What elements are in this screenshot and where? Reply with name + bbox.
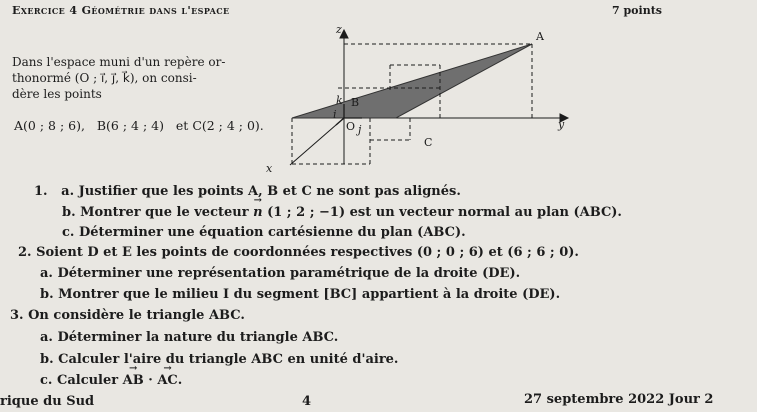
- question-1a-letter: a.: [61, 184, 75, 199]
- point-c-coords: C(2 ; 4 ; 0).: [192, 118, 264, 133]
- label-x: x: [266, 162, 273, 175]
- question-3-number: 3.: [10, 308, 24, 323]
- question-3a-text: Déterminer la nature du triangle ABC.: [57, 330, 339, 345]
- label-b: B: [351, 96, 360, 109]
- question-2: [18, 245, 579, 260]
- label-a: A: [536, 30, 544, 43]
- label-o: O: [346, 120, 356, 133]
- dot-product-sign: ·: [148, 373, 153, 388]
- question-1b-post: (1 ; 2 ; −1) est un vecteur normal au plan (ABC).: [267, 205, 622, 220]
- label-c: C: [424, 136, 433, 149]
- question-2b-text: Montrer que le milieu I du segment [BC] appartient à la droite (DE).: [58, 287, 561, 302]
- question-2b-letter: b.: [40, 287, 54, 302]
- label-y: y: [558, 118, 565, 131]
- intro-line-1: Dans l'espace muni d'un repère or-: [12, 55, 226, 69]
- question-2a-text: Déterminer une représentation paramétrique de la droite (DE).: [57, 266, 521, 281]
- vector-ac: → AC: [157, 373, 177, 388]
- question-3c-post: .: [177, 373, 183, 388]
- question-1a-text: Justifier que les points A, B et C ne sont pas alignés.: [78, 184, 461, 199]
- question-1b-pre: Montrer que le vecteur: [80, 205, 249, 220]
- x-axis: [290, 118, 344, 165]
- question-3c: [40, 373, 182, 388]
- question-2a: [40, 266, 520, 281]
- question-1b: [62, 205, 622, 220]
- label-k: k: [336, 94, 343, 107]
- question-1c-letter: c.: [62, 225, 75, 240]
- question-3a-letter: a.: [40, 330, 53, 345]
- question-1c-text: Déterminer une équation cartésienne du plan (ABC).: [78, 225, 466, 240]
- question-2-text: Soient D et E les points de coordonnées respectives (0 ; 0 ; 6) et (6 ; 6 ; 0).: [36, 245, 579, 260]
- question-3b-text: Calculer l'aire du triangle ABC en unité d'aire.: [58, 352, 399, 367]
- question-3a: [40, 330, 338, 345]
- footer-right: 27 septembre 2022 Jour 2: [524, 392, 714, 407]
- exercise-points: 7 points: [612, 4, 662, 17]
- label-z: z: [336, 23, 342, 36]
- label-i: i: [333, 108, 337, 121]
- question-2a-letter: a.: [40, 266, 53, 281]
- question-1b-letter: b.: [62, 205, 76, 220]
- and-word: et: [175, 118, 189, 133]
- question-3-text: On considère le triangle ABC.: [28, 308, 245, 323]
- intro-line-3: dère les points: [12, 87, 102, 101]
- triangle-abc: [292, 44, 532, 118]
- question-1a: [34, 184, 461, 199]
- intro-line-2-post: , on consi-: [134, 71, 197, 85]
- label-j: j: [358, 123, 362, 136]
- question-2b: [40, 287, 560, 302]
- exercise-title: Exercice 4 Géométrie dans l'espace: [12, 4, 230, 17]
- footer-left: rique du Sud: [0, 394, 95, 409]
- question-3: [10, 308, 245, 323]
- vector-i: [336, 118, 344, 125]
- question-3b-letter: b.: [40, 352, 54, 367]
- question-3c-letter: c.: [40, 373, 53, 388]
- question-3c-pre: Calculer: [56, 373, 119, 388]
- frame-notation: (O ; i⃗, j⃗, k⃗): [74, 71, 135, 85]
- intro-line-2-pre: thonormé: [12, 71, 71, 85]
- question-2-number: 2.: [18, 245, 32, 260]
- normal-vector: → n: [253, 205, 262, 220]
- page-number: 4: [302, 394, 312, 409]
- question-3b: [40, 352, 398, 367]
- vector-ab: → AB: [123, 373, 144, 388]
- question-1c: [62, 225, 466, 240]
- point-a-coords: A(0 ; 8 ; 6),: [14, 118, 85, 133]
- point-b-coords: B(6 ; 4 ; 4): [96, 118, 164, 133]
- question-1-number: 1.: [34, 184, 48, 199]
